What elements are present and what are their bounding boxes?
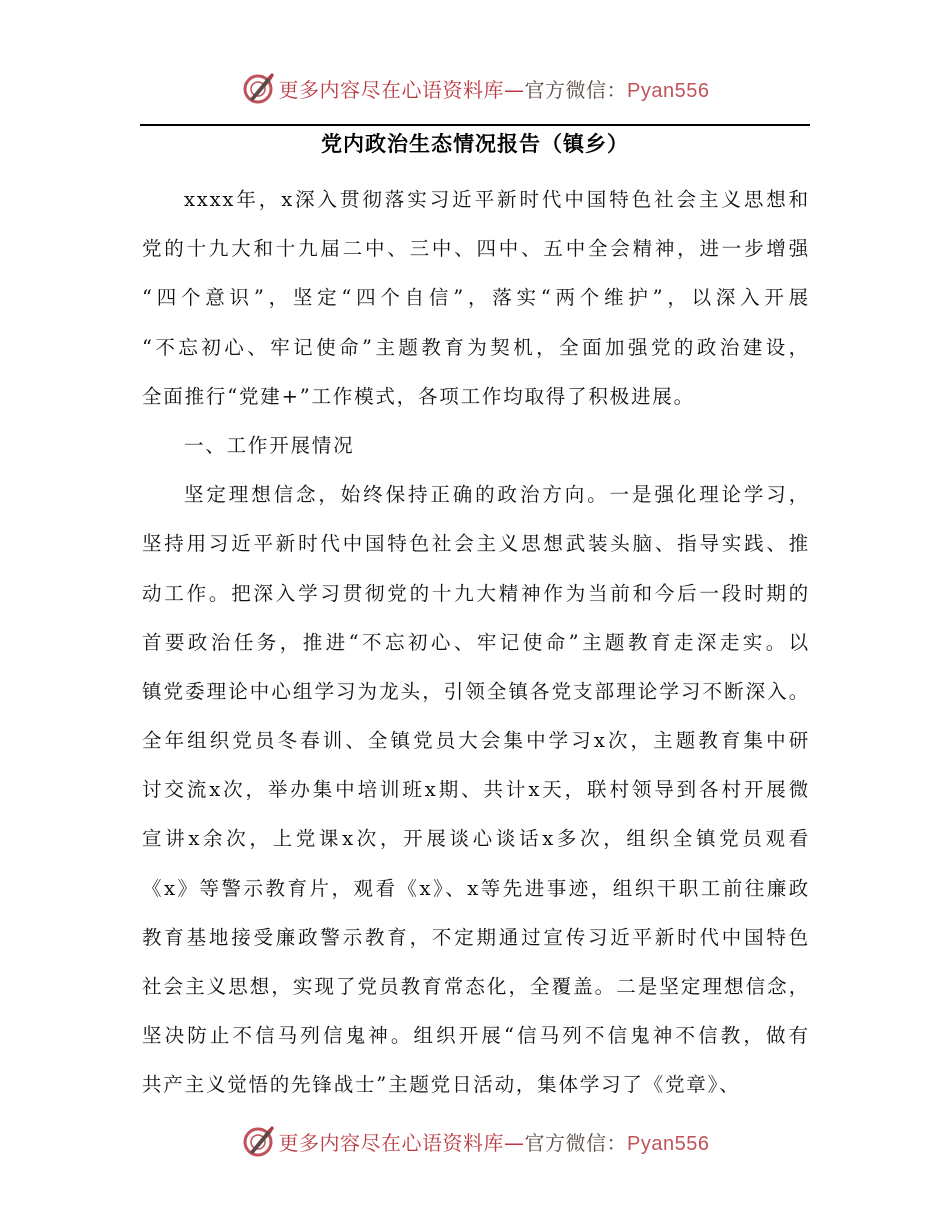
watermark-wechat-label: 官方微信： <box>524 77 628 102</box>
paragraph-line: “不忘初心、牢记使命”主题教育为契机，全面加强党的政治建设， <box>142 335 810 359</box>
watermark-wechat-label: 官方微信： <box>524 1130 628 1155</box>
paragraph-line: 宣讲x余次，上党课x次，开展谈心谈话x多次，组织全镇党员观看 <box>142 827 810 851</box>
paragraph-line: 坚定理想信念，始终保持正确的政治方向。一是强化理论学习， <box>184 483 810 507</box>
watermark-text <box>279 74 710 103</box>
paragraph-line: 社会主义思想，实现了党员教育常态化，全覆盖。二是坚定理想信念， <box>142 975 810 998</box>
document-body <box>142 175 810 1110</box>
watermark-wechat-id: Pyan556 <box>627 79 710 102</box>
watermark-text <box>279 1127 710 1156</box>
document-title: 党内政治生态情况报告（镇乡） <box>321 132 629 156</box>
paragraph-line: 首要政治任务，推进“不忘初心、牢记使命”主题教育走深走实。以 <box>142 630 810 654</box>
footer-watermark <box>0 1119 950 1163</box>
header-watermark <box>0 66 950 110</box>
paragraph-line: 讨交流x次，举办集中培训班x期、共计x天，联村领导到各村开展微 <box>142 778 810 802</box>
paragraph-line: 坚决防止不信马列信鬼神。组织开展“信马列不信鬼神不信教，做有 <box>142 1024 810 1048</box>
paragraph-line: 教育基地接受廉政警示教育，不定期通过宣传习近平新时代中国特色 <box>142 925 810 949</box>
paragraph-line: xxxx年，x深入贯彻落实习近平新时代中国特色社会主义思想和 <box>184 188 810 211</box>
paragraph-line: 共产主义觉悟的先锋战士”主题党日活动，集体学习了《党章》、 <box>142 1073 741 1097</box>
paragraph-line: 动工作。把深入学习贯彻党的十九大精神作为当前和今后一段时期的 <box>142 581 810 605</box>
watermark-slogan: 更多内容尽在心语资料库 <box>278 77 505 102</box>
watermark-dash: — <box>504 1130 525 1155</box>
pen-logo-icon <box>241 71 275 105</box>
header-rule <box>140 124 810 126</box>
pen-logo-icon <box>241 1124 275 1158</box>
paragraph-line: 一、工作开展情况 <box>184 433 355 457</box>
watermark-slogan: 更多内容尽在心语资料库 <box>278 1130 505 1155</box>
paragraph-line: 全年组织党员冬春训、全镇党员大会集中学习x次，主题教育集中研 <box>142 729 810 753</box>
paragraph-line: 全面推行“党建+”工作模式，各项工作均取得了积极进展。 <box>142 384 695 408</box>
paragraph-line: 坚持用习近平新时代中国特色社会主义思想武装头脑、指导实践、推 <box>142 532 810 556</box>
paragraph-line: “四个意识”，坚定“四个自信”，落实“两个维护”，以深入开展 <box>142 286 810 310</box>
paragraph-line: 镇党委理论中心组学习为龙头，引领全镇各党支部理论学习不断深入。 <box>142 679 810 703</box>
watermark-dash: — <box>504 77 525 102</box>
paragraph-line: 《x》等警示教育片，观看《x》、x等先进事迹，组织干职工前往廉政 <box>142 876 810 900</box>
watermark-wechat-id: Pyan556 <box>627 1132 710 1155</box>
paragraph-line: 党的十九大和十九届二中、三中、四中、五中全会精神，进一步增强 <box>142 237 810 261</box>
